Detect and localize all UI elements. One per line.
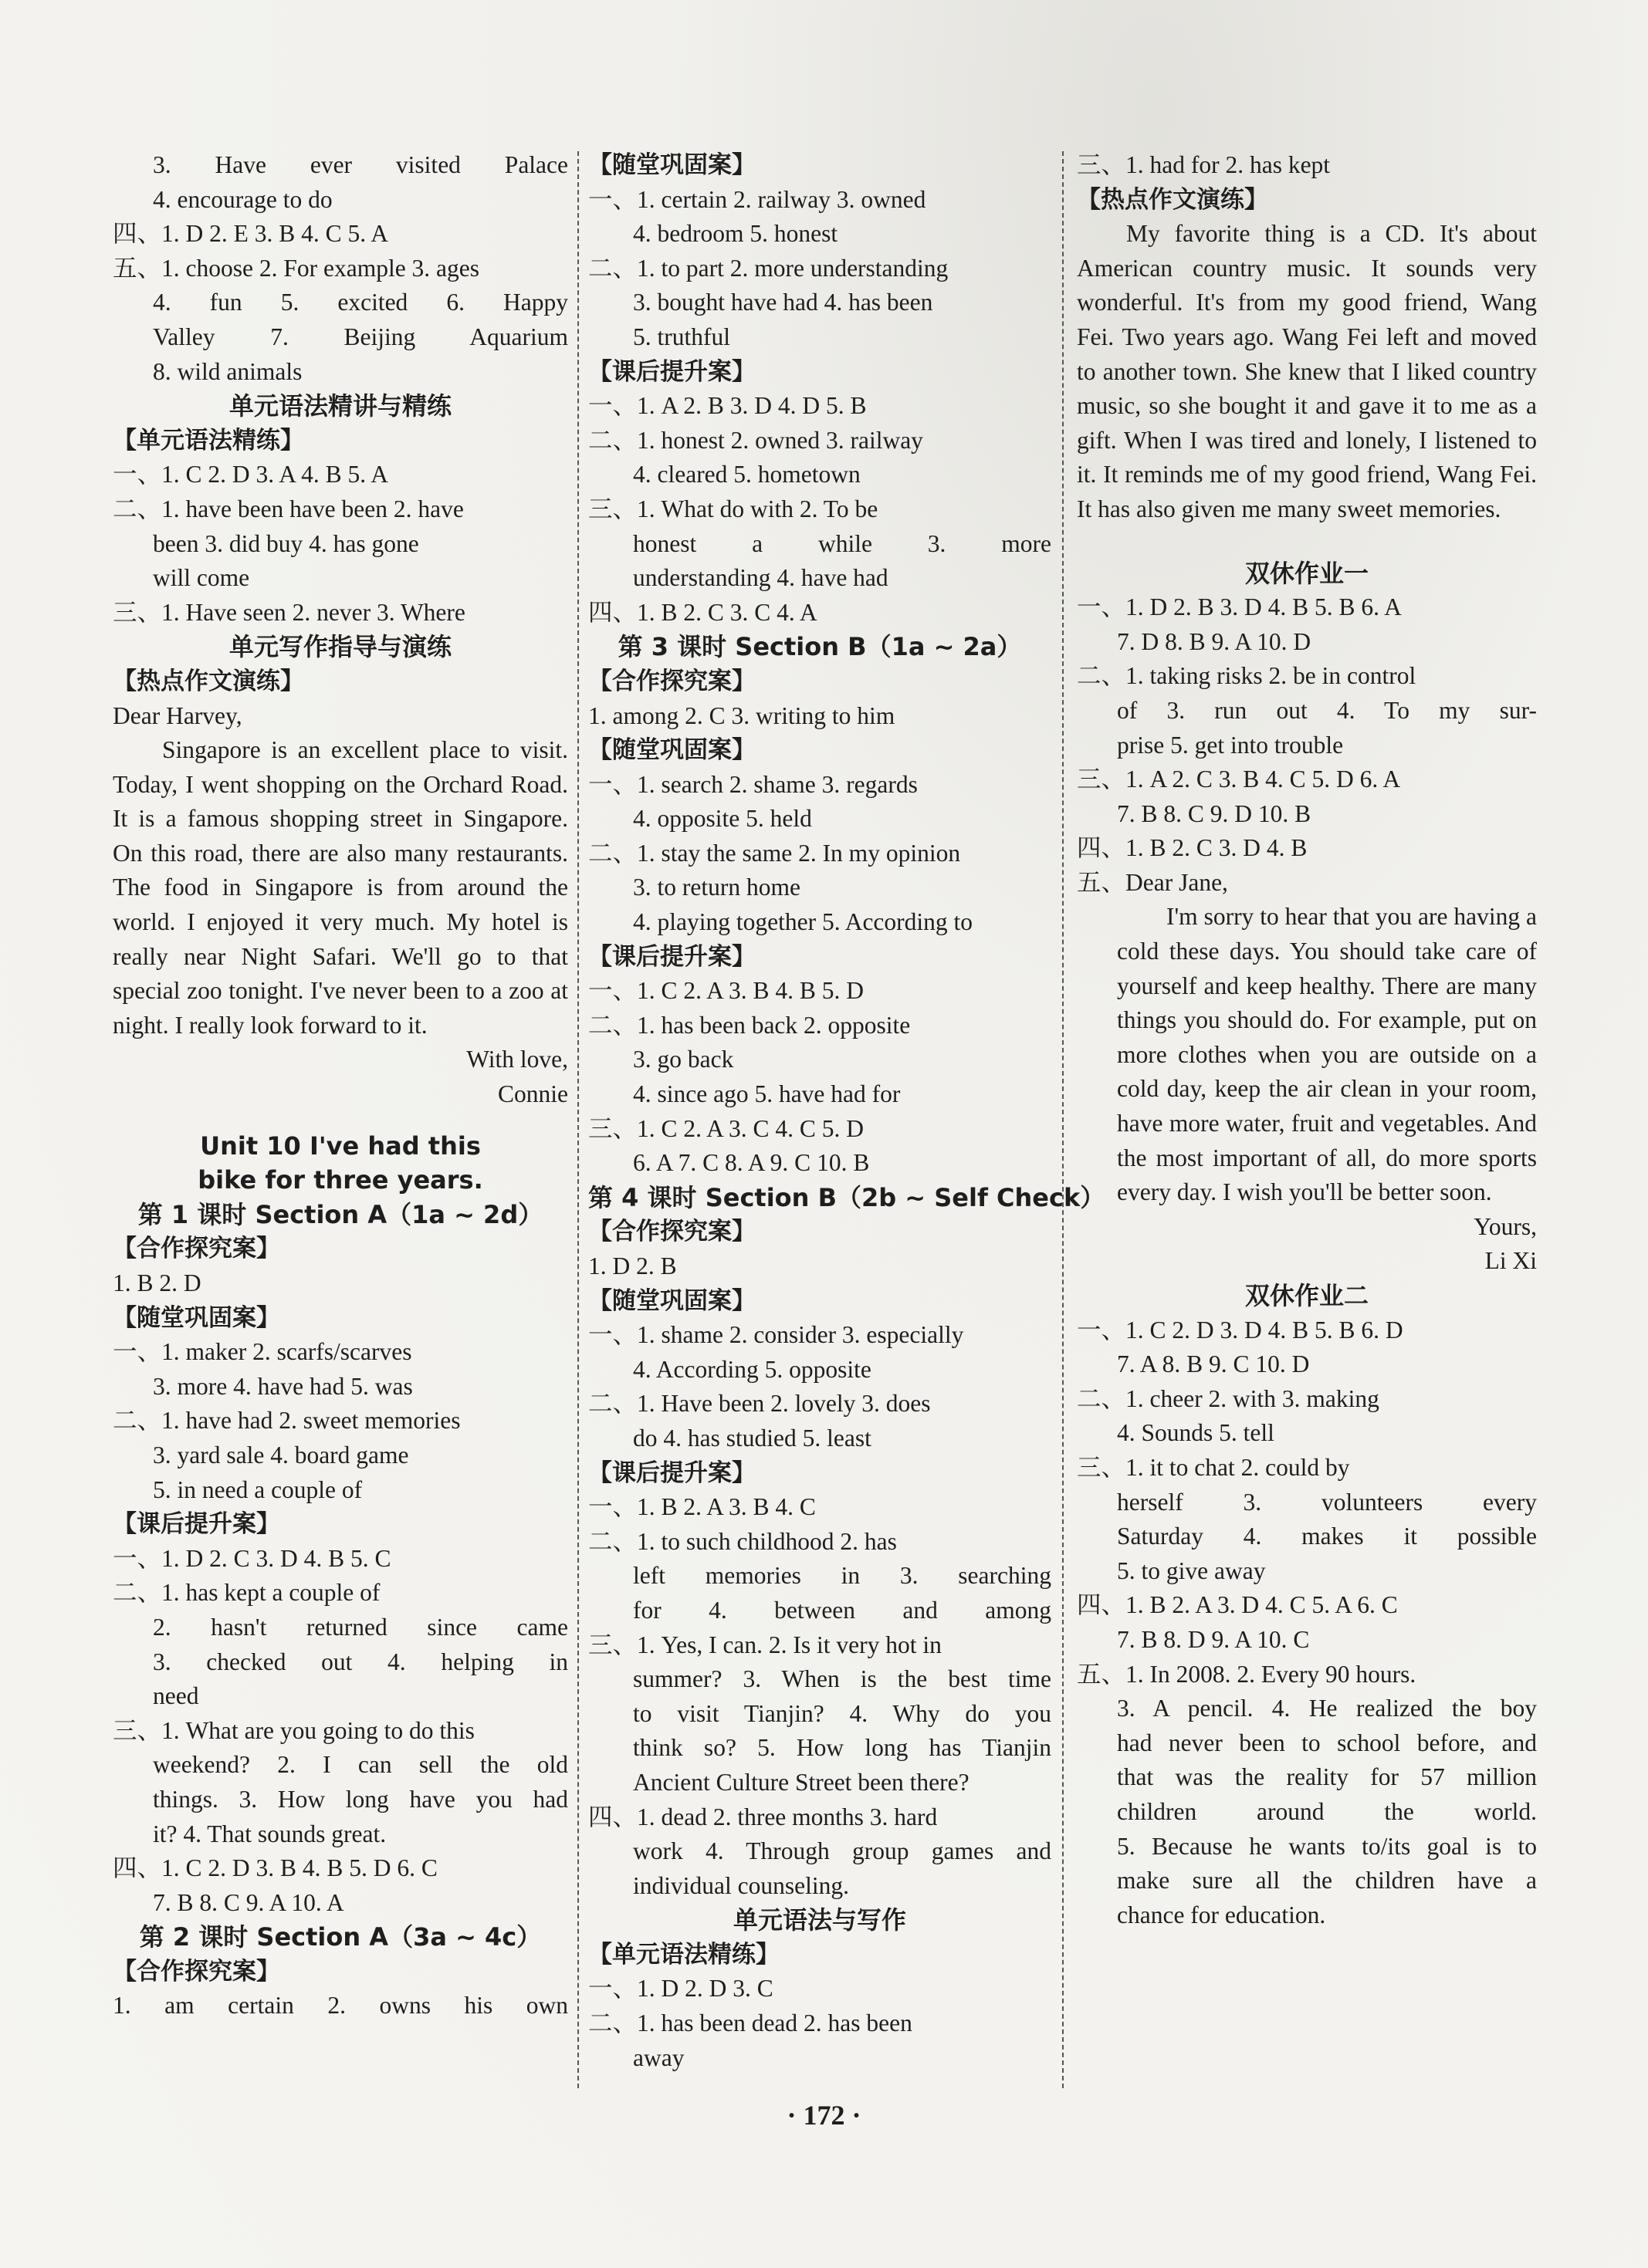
answer-line: 四、1. D 2. E 3. B 4. C 5. A [113,220,389,248]
spacer [113,1112,568,1129]
answer-line: 4. bedroom 5. honest [633,220,838,248]
answer-line: 4. playing together 5. According to [633,908,973,936]
answer-line: 一、1. D 2. D 3. C [588,1975,773,2003]
answer-line: been 3. did buy 4. has gone [153,529,419,557]
answer-line: 一、1. D 2. C 3. D 4. B 5. C [113,1544,391,1572]
answer-line: 5. truthful [633,323,730,350]
col2-list [588,148,1105,2075]
section-heading: 【随堂巩固案】 [588,736,756,765]
answer-line: 三、1. What do with 2. To be [588,495,878,522]
section-heading: 【随堂巩固案】 [588,151,756,179]
answer-column-2 [588,148,1105,2075]
answer-line: 7. B 8. D 9. A 10. C [1117,1625,1310,1653]
section-title: 双休作业二 [1244,1281,1369,1310]
answer-line: 四、1. B 2. C 3. D 4. B [1077,834,1308,862]
answer-line: 二、1. has been back 2. opposite [588,1011,911,1039]
answer-line: of 3. run out 4. To my sur- [1117,696,1537,724]
answer-line: 四、1. B 2. C 3. C 4. A [588,598,817,626]
section-title: 双休作业一 [1244,558,1369,588]
answer-line: 3. to return home [633,874,800,901]
column-divider-left [577,151,579,2088]
essay-body: My favorite thing is a CD. It's about American country music. It sounds very wonderful. It's from my good friend, Wang Fei. Two years ago. Wang Fei left and moved to another town. She knew that I liked country music, so she bought it and gave it to me as a gift. When I was tired and lonely, I listened to it. It reminds me of my good friend, Wang Fei. It has also given me many sweet memories. [1077,220,1537,522]
answer-line: 五、1. In 2008. 2. Every 90 hours. [1077,1660,1416,1688]
section-title: bike for three years. [198,1165,483,1195]
spacer [1077,527,1537,556]
answer-line: 4. encourage to do [153,185,333,213]
answer-line: 一、1. B 2. A 3. B 4. C [588,1493,816,1521]
answer-line: 一、1. C 2. A 3. B 4. B 5. D [588,977,865,1005]
answer-line: 5. in need a couple of [153,1475,363,1503]
answer-line: do 4. has studied 5. least [633,1424,871,1452]
answer-line: 4. Sounds 5. tell [1117,1419,1274,1447]
answer-line: 3. go back [633,1046,734,1073]
answer-line: 1. D 2. B [588,1252,677,1279]
answer-line: 2. hasn't returned since came [153,1613,568,1641]
answer-line: 3. Have ever visited Palace [153,151,568,178]
answer-line: 四、1. C 2. D 3. B 4. B 5. D 6. C [113,1854,438,1882]
answer-line: 7. D 8. B 9. A 10. D [1117,627,1311,655]
section-title: 单元语法精讲与精练 [228,391,452,421]
section-title: 单元写作指导与演练 [228,632,452,662]
col1-bottom [113,1129,568,2023]
answer-line: 1. among 2. C 3. writing to him [588,701,895,729]
section-title: 第 3 课时 Section B（1a ~ 2a） [618,632,1022,662]
section-heading: 【合作探究案】 [113,1957,280,1986]
answer-line: 6. A 7. C 8. A 9. C 10. B [633,1149,870,1177]
answer-line: 三、1. A 2. C 3. B 4. C 5. D 6. A [1077,766,1401,793]
answer-line: away [633,2043,685,2071]
section-title: 第 4 课时 Section B（2b ~ Self Check） [588,1182,1105,1212]
answer-line: 3. A pencil. 4. He realized the boy [1117,1695,1537,1722]
answer-line: 4. According 5. opposite [633,1355,871,1383]
answer-line: 4. fun 5. excited 6. Happy [153,289,568,316]
answer-line: 一、1. A 2. B 3. D 4. D 5. B [588,392,867,420]
letter-signature: Li Xi [1484,1247,1537,1275]
answer-line: 4. since ago 5. have had for [633,1080,901,1108]
answer-line: think so? 5. How long has Tianjin [633,1734,1051,1762]
answer-line: Valley 7. Beijing Aquarium [153,323,568,350]
answer-line: 三、1. it to chat 2. could by [1077,1453,1350,1481]
answer-line: prise 5. get into trouble [1117,731,1344,759]
answer-line: 二、1. have had 2. sweet memories [113,1407,461,1435]
answer-line: 四、1. dead 2. three months 3. hard [588,1803,938,1830]
answer-line: 4. cleared 5. hometown [633,461,861,488]
answer-line: 一、1. shame 2. consider 3. especially [588,1321,964,1349]
section-title: 第 2 课时 Section A（3a ~ 4c） [139,1922,542,1952]
answer-line: 一、1. C 2. D 3. A 4. B 5. A [113,461,389,488]
answer-line: weekend? 2. I can sell the old [153,1751,568,1779]
answer-line: 一、1. search 2. shame 3. regards [588,770,918,798]
letter-body: I'm sorry to hear that you are having a cold these days. You should take care of yourself and keep healthy. There are many things you should do. For example, put on more clothes when you are outside on a cold day, keep the air clean in your room, have more water, fruit and vegetables. And the most important of all, do more sports every day. I wish you'll be better soon. [1117,903,1537,1206]
answer-line: 一、1. D 2. B 3. D 4. B 5. B 6. A [1077,593,1402,621]
answer-line: 二、1. honest 2. owned 3. railway [588,426,923,454]
letter-body: Singapore is an excellent place to visit. Today, I went shopping on the Orchard Road. It is a famous shopping street in Singapore. On this road, there are also many restaurants. The food in Singapore is from around the world. I enjoyed it very much. My hotel is really near Night Safari. We'll go to that special zoo tonight. I've never been to a zoo at night. I really look forward to it. [113,736,568,1039]
section-heading: 【合作探究案】 [588,667,756,695]
section-heading: 【课后提升案】 [588,1458,756,1487]
answer-line: 5. to give away [1117,1557,1266,1584]
answer-line: 5. Because he wants to/its goal is to [1117,1832,1537,1860]
section-title: 第 1 课时 Section A（1a ~ 2d） [137,1199,543,1229]
answer-column-1 [113,148,568,2023]
answer-line: left memories in 3. searching [633,1562,1051,1590]
col1-top [113,148,568,733]
answer-line: 7. B 8. C 9. D 10. B [1117,799,1311,827]
answer-line: 一、1. maker 2. scarfs/scarves [113,1338,412,1366]
answer-line: 3. yard sale 4. board game [153,1441,409,1469]
answer-line: 五、Dear Jane, [1077,868,1228,896]
answer-line: honest a while 3. more [633,529,1051,557]
section-heading: 【单元语法精练】 [588,1940,780,1969]
answer-line: herself 3. volunteers every [1117,1488,1537,1516]
answer-line: individual counseling. [633,1871,849,1899]
answer-line: 四、1. B 2. A 3. D 4. C 5. A 6. C [1077,1591,1398,1619]
answer-line: 三、1. had for 2. has kept [1077,151,1331,178]
answer-line: 三、1. What are you going to do this [113,1716,475,1744]
answer-line: summer? 3. When is the best time [633,1665,1051,1693]
section-heading: 【单元语法精练】 [113,426,304,455]
answer-line: 三、1. Have seen 2. never 3. Where [113,598,465,626]
answer-line: it? 4. That sounds great. [153,1820,387,1847]
answer-line: 4. opposite 5. held [633,805,812,833]
answer-line: things. 3. How long have you had [153,1785,568,1813]
answer-line: 二、1. to part 2. more understanding [588,254,949,282]
answer-line: 7. A 8. B 9. C 10. D [1117,1350,1310,1378]
answer-line: 二、1. have been have been 2. have [113,495,464,522]
answer-line: 一、1. C 2. D 3. D 4. B 5. B 6. D [1077,1316,1403,1344]
answer-line: 3. more 4. have had 5. was [153,1372,413,1400]
section-title: 单元语法与写作 [733,1905,906,1935]
answer-line: Saturday 4. makes it possible [1117,1523,1537,1550]
answer-line: 1. B 2. D [113,1269,201,1296]
section-title: Unit 10 I've had this [200,1131,481,1161]
answer-line: Dear Harvey, [113,701,242,729]
answer-line: 7. B 8. C 9. A 10. A [153,1888,344,1916]
section-heading: 【课后提升案】 [588,357,756,386]
answer-line: 二、1. has been dead 2. has been [588,2009,912,2037]
answer-line: 二、1. taking risks 2. be in control [1077,662,1416,690]
answer-line: Ancient Culture Street been there? [633,1768,970,1796]
section-heading: 【课后提升案】 [113,1510,280,1539]
answer-line: need [153,1682,199,1710]
answer-line: 二、1. to such childhood 2. has [588,1527,897,1555]
letter-signature: Connie [498,1080,568,1108]
answer-line: had never been to school before, and [1117,1729,1537,1756]
answer-line: 二、1. cheer 2. with 3. making [1077,1384,1379,1412]
col3-weekend-1 [1077,556,1537,901]
answer-line: 1. am certain 2. owns his own [113,1992,568,2020]
answer-line: 一、1. certain 2. railway 3. owned [588,185,926,213]
section-heading: 【合作探究案】 [588,1218,756,1246]
answer-line: work 4. Through group games and [633,1837,1051,1865]
answer-line: will come [153,564,250,592]
section-heading: 【热点作文演练】 [113,667,304,695]
col3-weekend-2 [1077,1279,1537,1932]
answer-line: 3. checked out 4. helping in [153,1648,568,1675]
section-heading: 【随堂巩固案】 [113,1303,280,1332]
page-number: · 172 · [787,2100,861,2131]
answer-line: make sure all the children have a [1117,1867,1537,1895]
section-heading: 【随堂巩固案】 [588,1286,756,1315]
answer-line: understanding 4. have had [633,564,888,592]
answer-line: to visit Tianjin? 4. Why do you [633,1699,1051,1727]
answer-line: 二、1. has kept a couple of [113,1579,381,1607]
answer-line: children around the world. [1117,1797,1537,1825]
answer-line: 二、1. stay the same 2. In my opinion [588,839,961,867]
letter-closing: With love, [466,1046,568,1073]
letter-closing: Yours, [1474,1212,1537,1240]
column-divider-right [1062,151,1064,2088]
col3-top [1077,148,1537,217]
answer-line: 三、1. Yes, I can. 2. Is it very hot in [588,1631,942,1658]
section-heading: 【热点作文演练】 [1077,185,1268,214]
answer-column-3 [1077,148,1537,1932]
answer-line: 二、1. Have been 2. lovely 3. does [588,1390,931,1418]
answer-line: 3. bought have had 4. has been [633,289,933,316]
answer-line: chance for education. [1117,1901,1326,1928]
section-heading: 【课后提升案】 [588,942,756,971]
answer-line: that was the reality for 57 million [1117,1763,1537,1791]
answer-line: 8. wild animals [153,357,303,385]
answer-line: for 4. between and among [633,1596,1051,1624]
answer-line: 三、1. C 2. A 3. C 4. C 5. D [588,1114,865,1142]
section-heading: 【合作探究案】 [113,1235,280,1263]
answer-line: 五、1. choose 2. For example 3. ages [113,254,480,282]
